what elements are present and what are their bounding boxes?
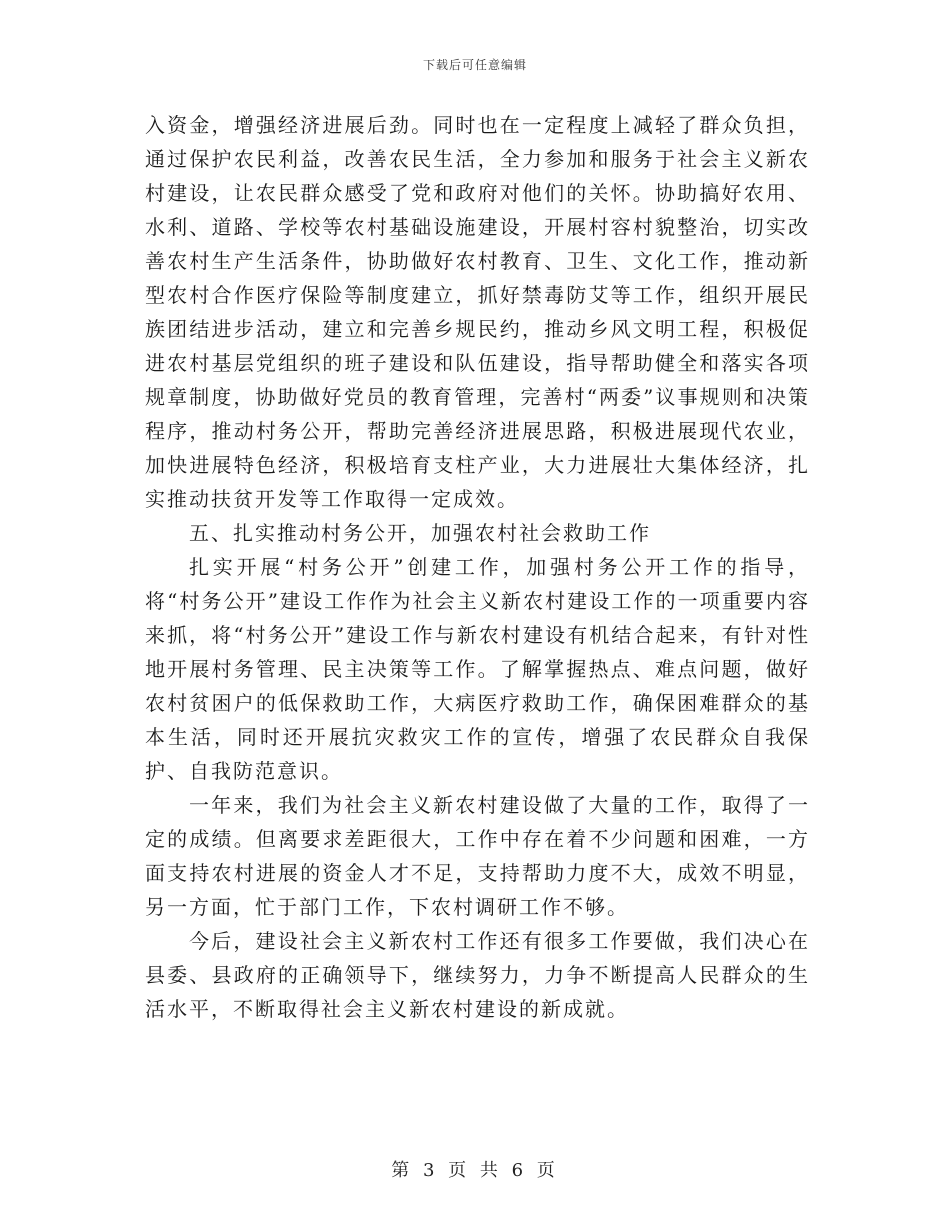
page-number-footer: 第 3 页 共 6 页 [391, 1160, 559, 1181]
paragraph-future-plan: 今后，建设社会主义新农村工作还有很多工作要做，我们决心在县委、县政府的正确领导下，继续努力，力争不断提高人民群众的生活水平，不断取得社会主义新农村建设的新成就。 [145, 929, 810, 1021]
paragraph-village-affairs: 扎实开展“村务公开”创建工作，加强村务公开工作的指导，将“村务公开”建设工作作为社会主义新农村建设工作的一项重要内容来抓，将“村务公开”建设工作与新农村建设有机结合起来，有针对性地开展村务管理、民主决策等工作。了解掌握热点、难点问题，做好农村贫困户的低保救助工作，大病医疗救助工作，确保困难群众的基本生活，同时还开展抗灾救灾工作的宣传，增强了农民群众自我保护、自我防范意识。 [145, 555, 810, 783]
header-note: 下载后可任意编辑 [422, 58, 527, 72]
paragraph-continuation: 入资金，增强经济进展后劲。同时也在一定程度上减轻了群众负担，通过保护农民利益，改善农民生活，全力参加和服务于社会主义新农村建设，让农民群众感受了党和政府对他们的关怀。协助搞好农用、水利、道路、学校等农村基础设施建设，开展村容村貌整治，切实改善农村生产生活条件，协助做好农村教育、卫生、文化工作，推动新型农村合作医疗保险等制度建立，抓好禁毒防艾等工作，组织开展民族团结进步活动，建立和完善乡规民约，推动乡风文明工程，积极促进农村基层党组织的班子建设和队伍建设，指导帮助健全和落实各项规章制度，协助做好党员的教育管理，完善村“两委”议事规则和决策程序，推动村务公开，帮助完善经济进展思路，积极进展现代农业，加快进展特色经济，积极培育支柱产业，大力进展壮大集体经济，扎实推动扶贫开发等工作取得一定成效。 [145, 113, 810, 511]
section-heading-five: 五、扎实推动村务公开，加强农村社会救助工作 [189, 521, 651, 545]
paragraph-year-summary: 一年来，我们为社会主义新农村建设做了大量的工作，取得了一定的成绩。但离要求差距很大，工作中存在着不少问题和困难，一方面支持农村进展的资金人才不足，支持帮助力度不大，成效不明显，另一方面，忙于部门工作，下农村调研工作不够。 [145, 793, 810, 919]
document-body [145, 108, 810, 1026]
